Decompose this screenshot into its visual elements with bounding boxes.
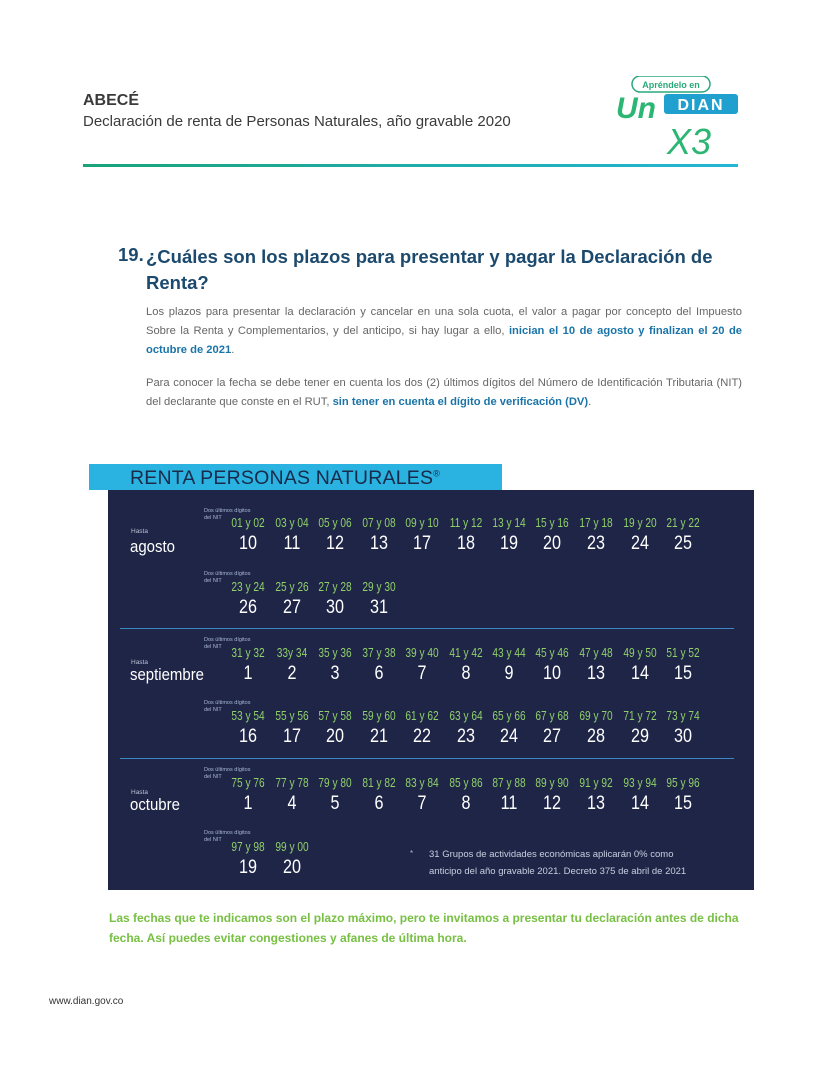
- deadline-day: 30: [674, 726, 692, 747]
- question-number: 19.: [118, 244, 144, 265]
- nit-range: 73 y 74: [666, 708, 700, 723]
- deadline-day: 14: [631, 663, 649, 684]
- nit-range: 53 y 54: [231, 708, 265, 723]
- nit-range: 95 y 96: [666, 775, 700, 790]
- deadline-day: 27: [543, 726, 561, 747]
- nit-range: 75 y 76: [231, 775, 265, 790]
- nit-range: 69 y 70: [579, 708, 613, 723]
- paragraph-nit: Para conocer la fecha se debe tener en cuenta los dos (2) últimos dígitos del Número de Identificación Tributaria (NIT) del declarante que conste en el RUT, sin tener en cuenta el dígito de verificación (DV).: [146, 377, 742, 408]
- nit-range: 39 y 40: [405, 645, 439, 660]
- deadline-day: 12: [326, 533, 344, 554]
- deadline-cell: [661, 646, 705, 685]
- deadline-cell: [574, 709, 618, 748]
- deadline-day: 11: [500, 793, 518, 814]
- deadline-cell: [487, 516, 531, 555]
- deadline-day: 10: [543, 663, 561, 684]
- deadline-cell: [313, 516, 357, 555]
- deadline-cell: [226, 646, 270, 685]
- nit-range: 49 y 50: [623, 645, 657, 660]
- nit-range: 43 y 44: [492, 645, 526, 660]
- deadline-cell: [313, 646, 357, 685]
- nit-range: 01 y 02: [231, 515, 265, 530]
- nit-label: Dos últimos dígitos del NIT: [204, 637, 251, 650]
- deadline-cell: [357, 646, 401, 685]
- deadline-cell: [487, 776, 531, 815]
- hasta-label: Hasta: [131, 789, 148, 796]
- nit-range: 97 y 98: [231, 839, 265, 854]
- deadline-cell: [357, 776, 401, 815]
- month-octubre: octubre: [130, 795, 180, 814]
- deadline-day: 20: [283, 857, 301, 878]
- deadline-day: 26: [239, 597, 257, 618]
- deadline-day: 25: [674, 533, 692, 554]
- deadline-cell: [530, 646, 574, 685]
- nit-range: 45 y 46: [535, 645, 569, 660]
- hasta-label: Hasta: [131, 528, 148, 535]
- deadline-cell: [357, 516, 401, 555]
- deadline-day: 13: [587, 793, 605, 814]
- nit-range: 13 y 14: [492, 515, 526, 530]
- deadline-cell: [661, 776, 705, 815]
- dv-highlight: sin tener en cuenta el dígito de verificación (DV): [332, 396, 589, 408]
- nit-range: 37 y 38: [362, 645, 396, 660]
- deadline-cell: [400, 776, 444, 815]
- deadline-day: 19: [239, 857, 257, 878]
- deadline-cell: [444, 646, 488, 685]
- nit-range: 71 y 72: [623, 708, 657, 723]
- nit-range: 19 y 20: [623, 515, 657, 530]
- logo-un-text: Un: [616, 92, 656, 125]
- deadline-cell: [400, 516, 444, 555]
- deadline-cell: [357, 580, 401, 619]
- nit-range: 79 y 80: [318, 775, 352, 790]
- deadline-cell: [400, 709, 444, 748]
- deadline-cell: [270, 776, 314, 815]
- deadline-cell: [661, 709, 705, 748]
- deadline-cell: [487, 709, 531, 748]
- note-bullet: *: [410, 849, 414, 858]
- header-divider: [83, 164, 738, 167]
- nit-range: 09 y 10: [405, 515, 439, 530]
- deadline-day: 11: [283, 533, 301, 554]
- nit-range: 51 y 52: [666, 645, 700, 660]
- nit-label: Dos últimos dígitos del NIT: [204, 571, 251, 584]
- deadline-cell: [444, 776, 488, 815]
- nit-range: 41 y 42: [449, 645, 483, 660]
- nit-range: 55 y 56: [275, 708, 309, 723]
- deadline-day: 15: [674, 663, 692, 684]
- nit-range: 57 y 58: [318, 708, 352, 723]
- deadline-cell: [574, 776, 618, 815]
- deadline-day: 17: [413, 533, 431, 554]
- nit-range: 15 y 16: [535, 515, 569, 530]
- nit-range: 85 y 86: [449, 775, 483, 790]
- deadline-cell: [444, 516, 488, 555]
- nit-label: Dos últimos dígitos del NIT: [204, 700, 251, 713]
- deadline-day: 22: [413, 726, 431, 747]
- deadline-cell: [270, 646, 314, 685]
- nit-range: 93 y 94: [623, 775, 657, 790]
- deadline-day: 20: [326, 726, 344, 747]
- deadline-cell: [226, 516, 270, 555]
- deadline-cell: [313, 580, 357, 619]
- document-subtitle: Declaración de renta de Personas Naturales, año gravable 2020: [83, 113, 511, 130]
- deadline-day: 8: [461, 663, 471, 684]
- deadline-day: 28: [587, 726, 605, 747]
- deadline-cell: [618, 516, 662, 555]
- deadline-day: 27: [283, 597, 301, 618]
- deadline-cell: [574, 516, 618, 555]
- nit-label: Dos últimos dígitos del NIT: [204, 767, 251, 780]
- nit-range: 67 y 68: [535, 708, 569, 723]
- deadline-day: 10: [239, 533, 257, 554]
- deadline-day: 23: [587, 533, 605, 554]
- deadline-cell: [226, 776, 270, 815]
- nit-range: 77 y 78: [275, 775, 309, 790]
- deadline-day: 1: [243, 663, 253, 684]
- nit-range: 91 y 92: [579, 775, 613, 790]
- deadline-cell: [270, 516, 314, 555]
- deadline-cell: [444, 709, 488, 748]
- deadline-day: 23: [457, 726, 475, 747]
- deadline-day: 4: [287, 793, 297, 814]
- deadline-cell: [226, 709, 270, 748]
- deadline-cell: [618, 776, 662, 815]
- nit-range: 63 y 64: [449, 708, 483, 723]
- deadline-cell: [313, 709, 357, 748]
- deadline-cell: [270, 580, 314, 619]
- table-banner-title: RENTA PERSONAS NATURALES®: [130, 467, 440, 489]
- logo-dian-text: DIAN: [677, 97, 725, 114]
- nit-range: 47 y 48: [579, 645, 613, 660]
- row-divider: [120, 628, 734, 629]
- dian-logo: [612, 76, 742, 160]
- deadline-cell: [618, 709, 662, 748]
- deadline-day: 15: [674, 793, 692, 814]
- deadline-cell: [357, 709, 401, 748]
- advice-note: Las fechas que te indicamos son el plazo máximo, pero te invitamos a presentar tu declaración antes de dicha fecha. Así puedes evitar congestiones y afanes de última hora.: [109, 911, 739, 945]
- deadline-cell: [226, 580, 270, 619]
- nit-range: 27 y 28: [318, 579, 352, 594]
- nit-range: 59 y 60: [362, 708, 396, 723]
- deadline-day: 16: [239, 726, 257, 747]
- nit-range: 07 y 08: [362, 515, 396, 530]
- deadline-day: 1: [243, 793, 253, 814]
- deadline-cell: [313, 776, 357, 815]
- deadline-cell: [530, 516, 574, 555]
- deadline-day: 20: [543, 533, 561, 554]
- nit-range: 25 y 26: [275, 579, 309, 594]
- nit-range: 05 y 06: [318, 515, 352, 530]
- nit-label: Dos últimos dígitos del NIT: [204, 508, 251, 521]
- deadline-day: 30: [326, 597, 344, 618]
- deadline-day: 6: [374, 793, 384, 814]
- nit-range: 99 y 00: [275, 839, 309, 854]
- month-agosto: agosto: [130, 537, 175, 556]
- nit-range: 87 y 88: [492, 775, 526, 790]
- footer-url: www.dian.gov.co: [49, 996, 124, 1007]
- deadline-cell: [270, 709, 314, 748]
- nit-label: Dos últimos dígitos del NIT: [204, 830, 251, 843]
- deadline-day: 7: [417, 793, 427, 814]
- nit-range: 33y 34: [276, 645, 308, 660]
- deadline-day: 24: [631, 533, 649, 554]
- deadline-day: 13: [370, 533, 388, 554]
- nit-range: 83 y 84: [405, 775, 439, 790]
- deadline-day: 2: [287, 663, 297, 684]
- deadline-cell: [661, 516, 705, 555]
- nit-range: 89 y 90: [535, 775, 569, 790]
- nit-range: 65 y 66: [492, 708, 526, 723]
- deadline-day: 14: [631, 793, 649, 814]
- deadline-cell: [618, 646, 662, 685]
- question-heading: ¿Cuáles son los plazos para presentar y pagar la Declaración de Renta?: [146, 246, 713, 293]
- month-septiembre: septiembre: [130, 665, 205, 684]
- logo-x3-text: X3: [667, 121, 712, 160]
- deadline-day: 13: [587, 663, 605, 684]
- nit-range: 11 y 12: [449, 515, 483, 530]
- deadline-day: 12: [543, 793, 561, 814]
- deadline-cell: [530, 776, 574, 815]
- deadline-day: 24: [500, 726, 518, 747]
- deadline-day: 9: [504, 663, 514, 684]
- deadline-day: 7: [417, 663, 427, 684]
- hasta-label: Hasta: [131, 659, 148, 666]
- deadline-cell: [226, 840, 270, 879]
- deadline-highlight: inician el 10 de agosto y finalizan el 20 de octubre de 2021: [146, 325, 743, 356]
- nit-range: 21 y 22: [666, 515, 700, 530]
- deadline-day: 21: [370, 726, 388, 747]
- deadline-day: 18: [457, 533, 475, 554]
- nit-range: 29 y 30: [362, 579, 396, 594]
- logo-tag-text: Apréndelo en: [642, 80, 700, 90]
- deadline-day: 19: [500, 533, 518, 554]
- deadline-cell: [574, 646, 618, 685]
- deadline-cell: [487, 646, 531, 685]
- nit-range: 03 y 04: [275, 515, 309, 530]
- deadline-day: 31: [370, 597, 388, 618]
- deadline-day: 5: [330, 793, 340, 814]
- document-title: ABECÉ: [83, 92, 140, 109]
- nit-range: 81 y 82: [362, 775, 396, 790]
- row-divider: [120, 758, 734, 759]
- deadline-cell: [400, 646, 444, 685]
- deadline-day: 29: [631, 726, 649, 747]
- deadline-cell: [270, 840, 314, 879]
- nit-range: 23 y 24: [231, 579, 265, 594]
- table-footnote: 31 Grupos de actividades económicas aplicarán 0% como anticipo del año gravable 2021. Decreto 375 de abril de 2021: [429, 849, 687, 877]
- nit-range: 61 y 62: [405, 708, 439, 723]
- nit-range: 31 y 32: [231, 645, 265, 660]
- deadline-cell: [530, 709, 574, 748]
- paragraph-deadlines: Los plazos para presentar la declaración y cancelar en una sola cuota, el valor a pagar por concepto del Impuesto Sobre la Renta y Complementarios, y del anticipo, si hay lugar a ello, inician el 10 de agosto y finalizan el 20 de octubre de 2021.: [146, 306, 743, 356]
- nit-range: 17 y 18: [579, 515, 613, 530]
- deadline-day: 6: [374, 663, 384, 684]
- deadline-day: 8: [461, 793, 471, 814]
- nit-range: 35 y 36: [318, 645, 352, 660]
- deadline-day: 3: [330, 663, 340, 684]
- deadline-day: 17: [283, 726, 301, 747]
